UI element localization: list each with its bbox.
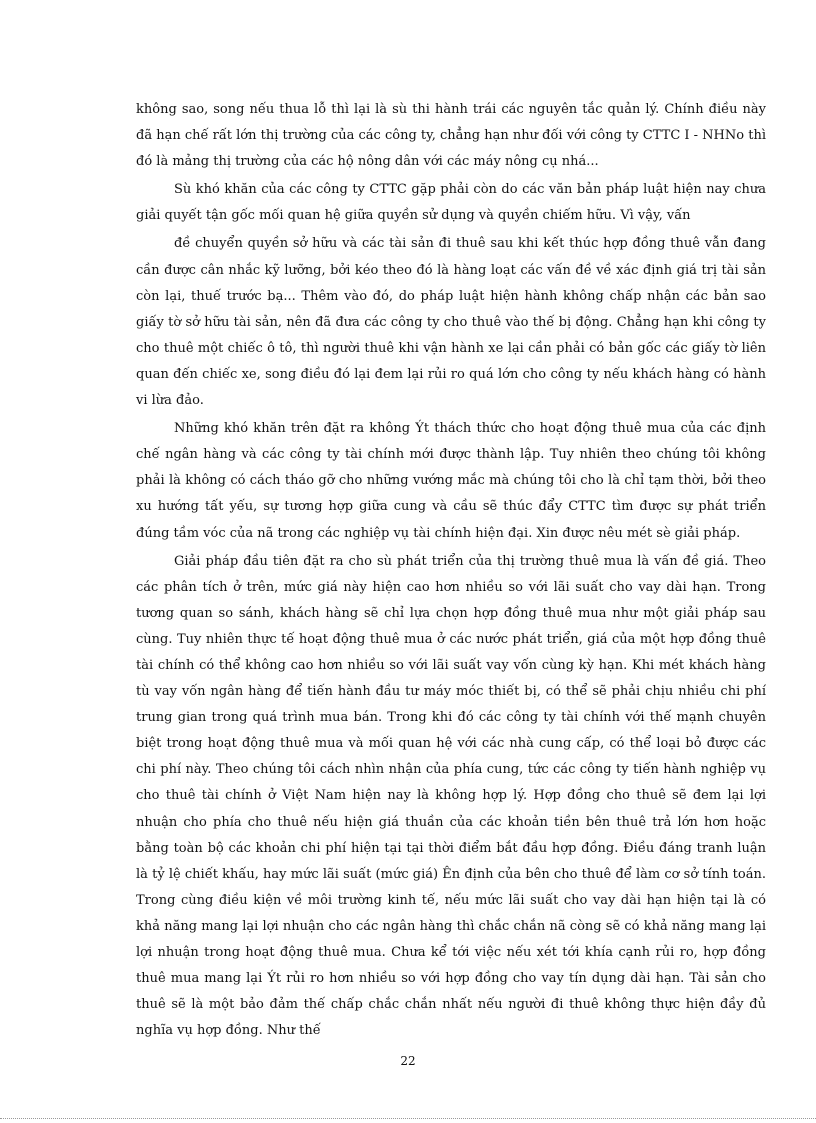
paragraph-challenges: Những khó khăn trên đặt ra không Ýt thách thức cho hoạt động thuê mua của các định chế ngân hàng và các công ty tài chính mới được thành lập. Tuy nhiên theo chúng tôi không phải là không có cách tháo gỡ cho những vướng mắc mà chúng tôi cho là chỉ tạm thời, bởi theo xu hướng tất yếu, sự tương hợp giữa cung và cầu sẽ thúc đẩy CTTC tìm được sự phát triển đúng tầm vóc của nã trong các nghiệp vụ tài chính hiện đại. Xin được nêu mét sè giải pháp.: [136, 421, 766, 541]
paragraph-ownership-transfer: đề chuyển quyền sở hữu và các tài sản đi thuê sau khi kết thúc hợp đồng thuê vẫn đang cần được cân nhắc kỹ lưỡng, bởi kéo theo đó là hàng loạt các vấn đề về xác định giá trị tài sản còn lại, thuế trước bạ... Thêm vào đó, do pháp luật hiện hành không chấp nhận các bản sao giấy tờ sở hữu tài sản, nên đã đưa các công ty cho thuê vào thế bị động. Chẳng hạn khi công ty cho thuê một chiếc ô tô, thì người thuê khi vận hành xe lại cần phải có bản gốc các giấy tờ liên quan đến chiếc xe, song điều đó lại đem lại rủi ro quá lớn cho công ty nếu khách hàng có hành vi lừa đảo.: [136, 236, 766, 409]
footer-divider: [0, 1118, 816, 1119]
paragraph-price-solution: Giải pháp đầu tiên đặt ra cho sù phát triển của thị trường thuê mua là vấn đề giá. Theo các phân tích ở trên, mức giá này hiện cao hơn nhiều so với lãi suất cho vay dài hạn. Trong tương quan so sánh, khách hàng sẽ chỉ lựa chọn hợp đồng thuê mua như một giải pháp sau cùng. Tuy nhiên thực tế hoạt động thuê mua ở các nước phát triển, giá của một hợp đồng thuê tài chính có thể không cao hơn nhiều so với lãi suất vay vốn cùng kỳ hạn. Khi mét khách hàng tù vay vốn ngân hàng để tiến hành đầu tư máy móc thiết bị, có thể sẽ phải chịu nhiều chi phí trung gian trong quá trình mua bán. Trong khi đó các công ty tài chính với thế mạnh chuyên biệt trong hoạt động thuê mua và mối quan hệ với các nhà cung cấp, có thể loại bỏ được các chi phí này. Theo chúng tôi cách nhìn nhận của phía cung, tức các công ty tiến hành nghiệp vụ cho thuê tài chính ở Việt Nam hiện nay là không hợp lý. Hợp đồng cho thuê sẽ đem lại lợi nhuận cho phía cho thuê nếu hiện giá thuần của các khoản tiền bên thuê trả lớn hơn hoặc bằng toàn bộ các khoản chi phí hiện tại tại thời điểm bắt đầu hợp đồng. Điều đáng tranh luận là tỷ lệ chiết khấu, hay mức lãi suất (mức giá) Ên định của bên cho thuê để làm cơ sở tính toán. Trong cùng điều kiện về môi trường kinh tế, nếu mức lãi suất cho vay dài hạn hiện tại là có khả năng mang lại lợi nhuận cho các ngân hàng thì chắc chắn nã còng sẽ có khả năng mang lại lợi nhuận trong hoạt động thuê mua. Chưa kể tới việc nếu xét tới khía cạnh rủi ro, hợp đồng thuê mua mang lại Ýt rủi ro hơn nhiều so với hợp đồng cho vay tín dụng dài hạn. Tài sản cho thuê sẽ là một bảo đảm thế chấp chắc chắn nhất nếu người đi thuê không thực hiện đầy đủ nghĩa vụ hợp đồng. Như thế: [136, 553, 766, 1039]
paragraph-continued: không sao, song nếu thua lỗ thì lại là sù thi hành trái các nguyên tắc quản lý. Chính điều này đã hạn chế rất lớn thị trường của các công ty, chẳng hạn như đối với công ty CTTC I - NHNo thì đó là mảng thị trường của các hộ nông dân với các máy nông cụ nhá...: [136, 102, 766, 170]
body-text: [136, 97, 766, 1046]
page-number: 22: [400, 1054, 416, 1068]
paragraph-difficulties-legal: Sù khó khăn của các công ty CTTC gặp phải còn do các văn bản pháp luật hiện nay chưa giải quyết tận gốc mối quan hệ giữa quyền sử dụng và quyền chiếm hữu. Vì vậy, vấn: [136, 182, 766, 224]
